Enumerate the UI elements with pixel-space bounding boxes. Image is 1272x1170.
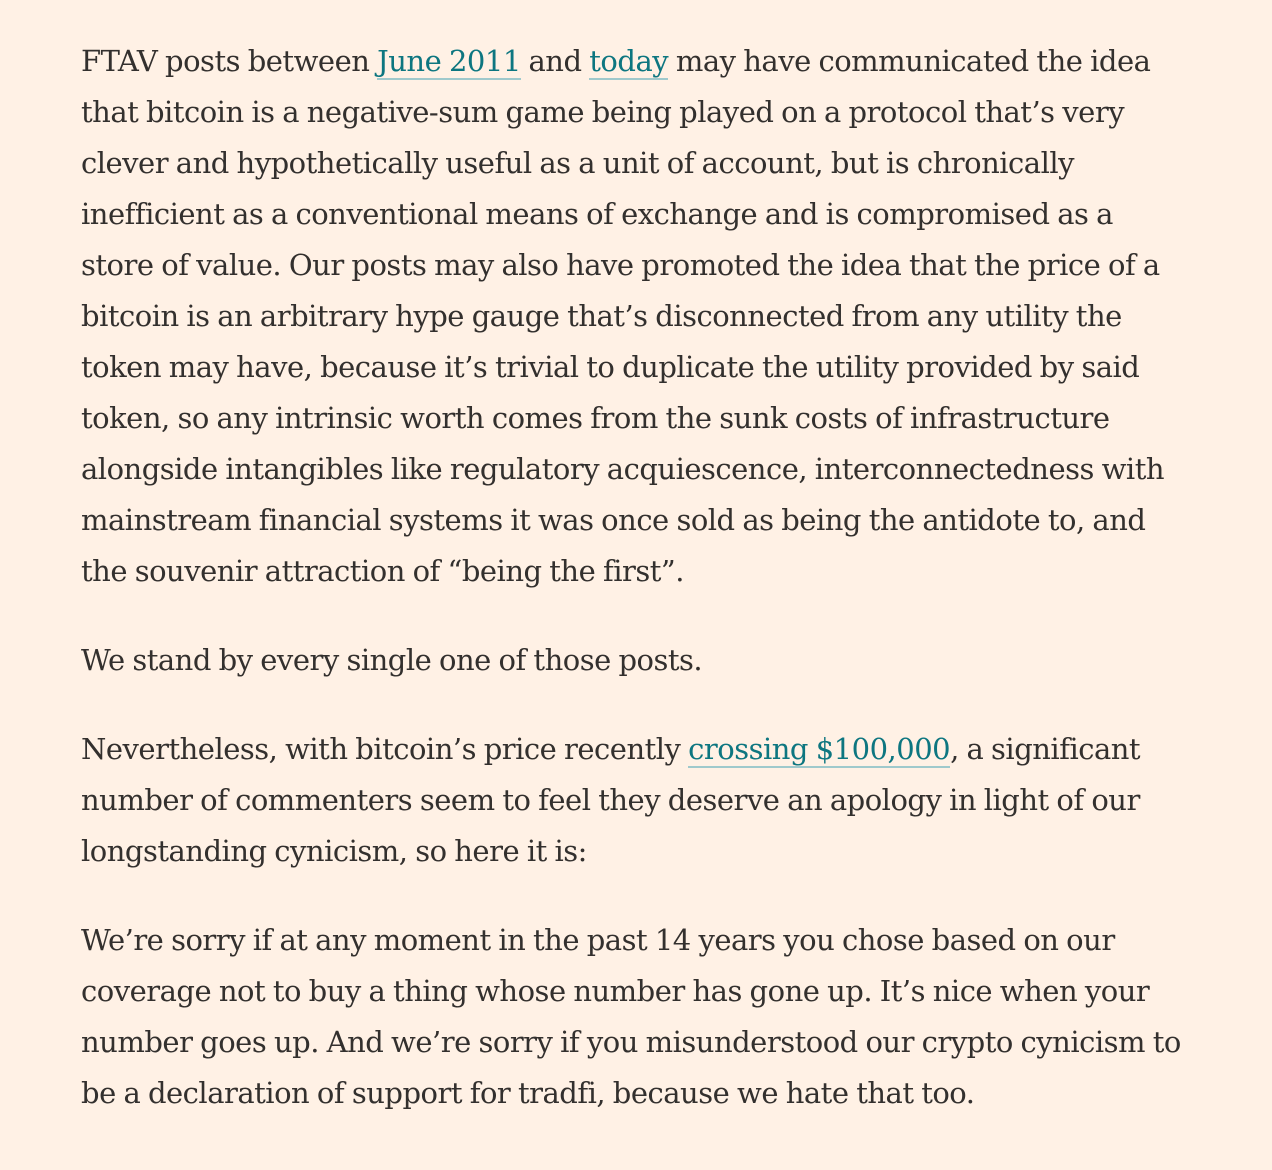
link-today[interactable]: today xyxy=(589,44,669,78)
paragraph-3-text-start: Nevertheless, with bitcoin’s price recently xyxy=(81,732,689,766)
paragraph-1-text-rest: may have communicated the idea that bitcoin is a negative-sum game being played on a protocol that’s very clever and hypothetically useful as a unit of account, but is chronically inefficient as a conventional means of exchange and is compromised as a store of value. Our posts may also have promoted the idea that the price of a bitcoin is an arbitrary hype gauge that’s disconnected from any utility the token may have, because it’s trivial to duplicate the utility provided by said token, so any intrinsic worth comes from the sunk costs of infrastructure alongside intangibles like regulatory acquiescence, interconnectedness with mainstream financial systems it was once sold as being the antidote to, and the souvenir attraction of “being the first”. xyxy=(81,44,1165,588)
paragraph-3-text-rest: , a significant number of commenters seem to feel they deserve an apology in light of our longstanding cynicism, so here it is: xyxy=(81,732,1141,868)
paragraph-apology: We’re sorry if at any moment in the past 14 years you chose based on our coverage not to buy a thing whose number has gone up. It’s nice when your number goes up. And we’re sorry if you misunderstood our crypto cynicism to be a declaration of support for tradfi, because we hate that too. xyxy=(81,923,1181,1110)
paragraph-stand-by: We stand by every single one of those posts. xyxy=(81,643,703,677)
paragraph-nevertheless xyxy=(81,724,1191,877)
link-crossing-100000[interactable]: crossing $100,000 xyxy=(688,732,951,766)
paragraph-1-text-start: FTAV posts between xyxy=(81,44,378,78)
paragraph-ftav-posts xyxy=(81,36,1191,597)
article-body xyxy=(81,36,1191,1119)
paragraph-1-text-and: and xyxy=(520,44,590,78)
link-june-2011[interactable]: June 2011 xyxy=(377,44,521,78)
